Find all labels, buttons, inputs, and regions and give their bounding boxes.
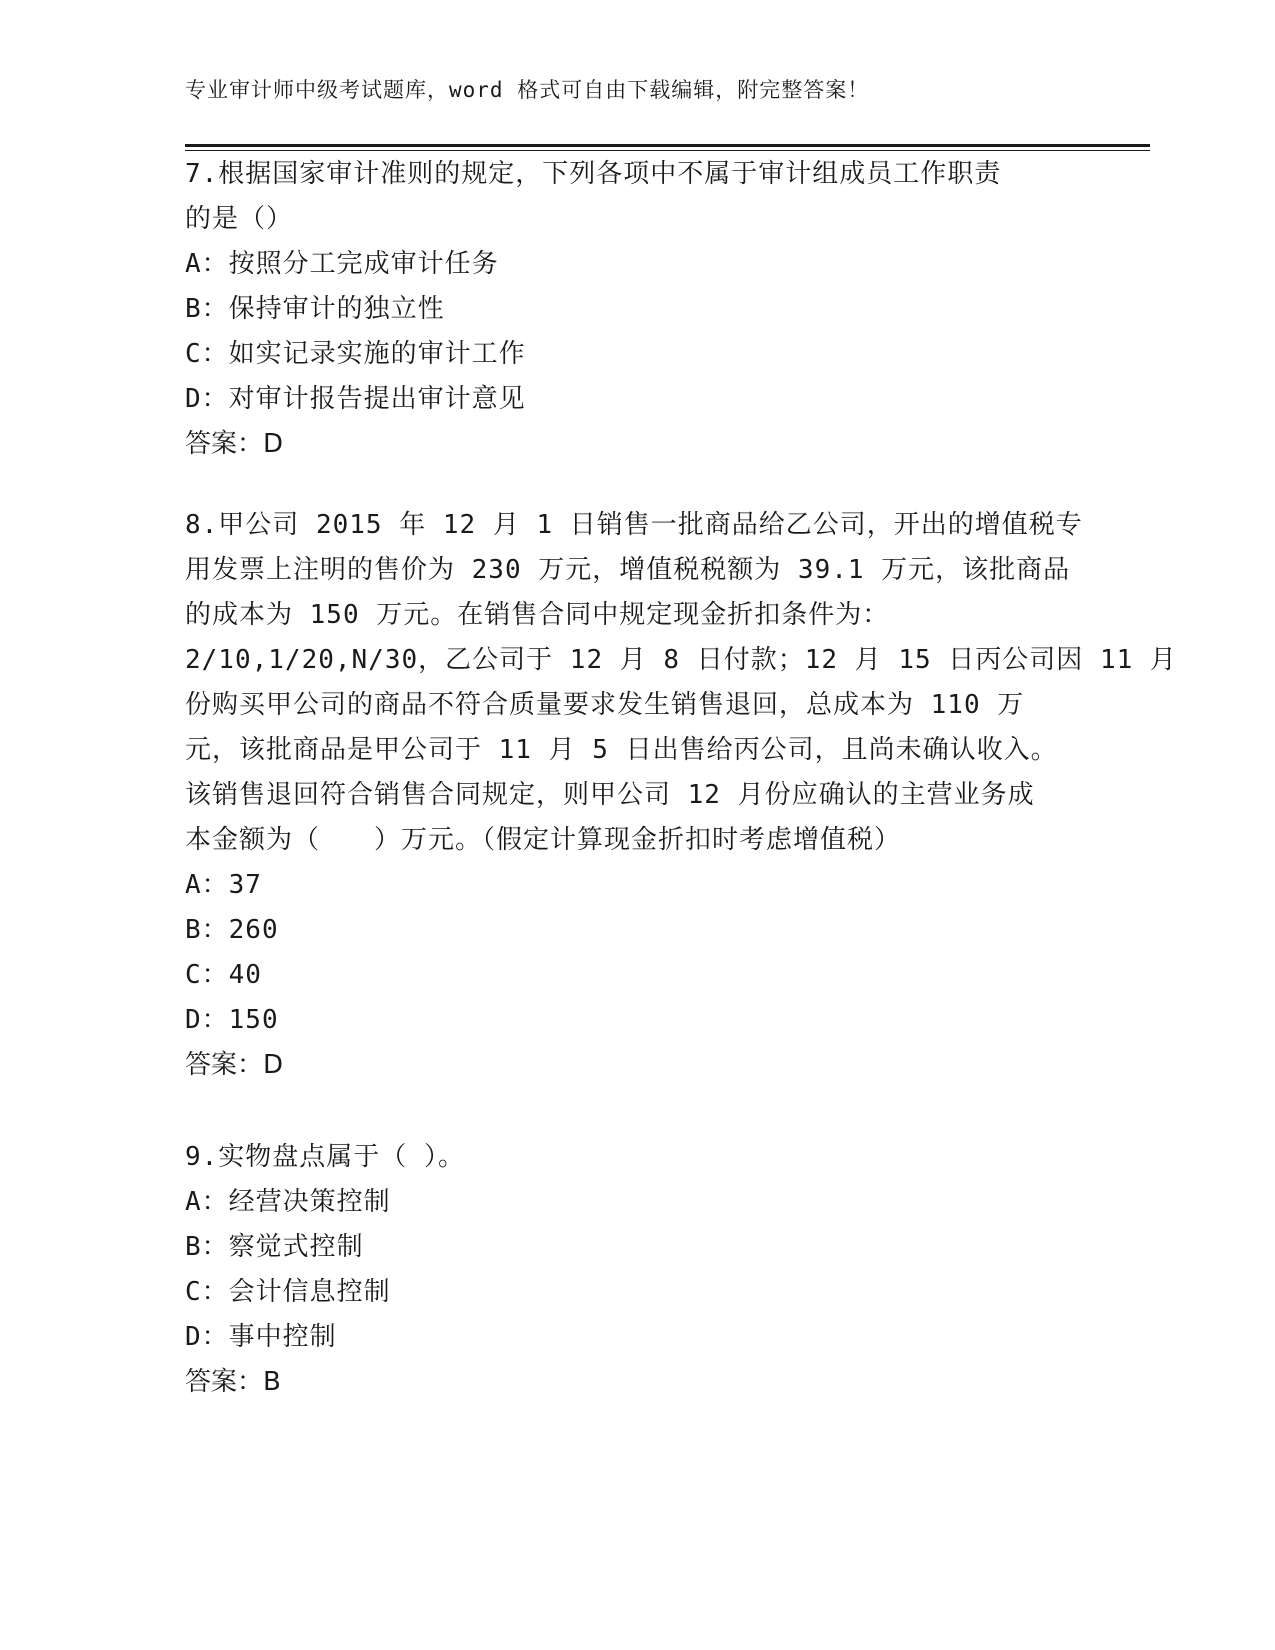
option-b: B：260 — [185, 915, 279, 945]
question-stem-line: 8.甲公司 2015 年 12 月 1 日销售一批商品给乙公司，开出的增值税专 — [185, 510, 1083, 540]
option-d: D：对审计报告提出审计意见 — [185, 384, 526, 414]
header-rule-thick — [185, 144, 1150, 147]
question-stem-line: 份购买甲公司的商品不符合质量要求发生销售退回，总成本为 110 万 — [185, 690, 1025, 720]
question-stem-line: 的成本为 150 万元。在销售合同中规定现金折扣条件为： — [185, 600, 890, 630]
header-rule-thin — [185, 150, 1150, 151]
option-c: C：会计信息控制 — [185, 1277, 391, 1307]
option-d: D：事中控制 — [185, 1322, 337, 1352]
question-stem-line: 本金额为（ ）万元。（假定计算现金折扣时考虑增值税） — [185, 825, 902, 855]
option-c: C：如实记录实施的审计工作 — [185, 339, 526, 369]
option-b: B：察觉式控制 — [185, 1232, 364, 1262]
question-stem-line: 该销售退回符合销售合同规定，则甲公司 12 月份应确认的主营业务成 — [185, 780, 1035, 810]
question-stem-line: 2/10,1/20,N/30，乙公司于 12 月 8 日付款；12 月 15 日丙公司因 11 月 — [185, 645, 1177, 675]
question-stem-line: 7.根据国家审计准则的规定，下列各项中不属于审计组成员工作职责 — [185, 159, 1002, 189]
option-b: B：保持审计的独立性 — [185, 294, 445, 324]
answer: 答案：D — [185, 429, 284, 459]
question-stem-line: 的是（） — [185, 204, 294, 234]
answer: 答案：B — [185, 1367, 281, 1397]
option-a: A：按照分工完成审计任务 — [185, 249, 499, 279]
question-7 — [185, 152, 1065, 467]
option-a: A：经营决策控制 — [185, 1187, 391, 1217]
question-stem-line: 用发票上注明的售价为 230 万元，增值税税额为 39.1 万元，该批商品 — [185, 555, 1071, 585]
answer: 答案：D — [185, 1050, 284, 1080]
question-9 — [185, 1135, 1065, 1405]
option-a: A：37 — [185, 870, 262, 900]
question-stem-line: 元，该批商品是甲公司于 11 月 5 日出售给丙公司，且尚未确认收入。 — [185, 735, 1058, 765]
question-stem-line: 9.实物盘点属于（ ）。 — [185, 1142, 465, 1172]
page-header: 专业审计师中级考试题库，word 格式可自由下载编辑，附完整答案！ — [185, 78, 870, 102]
option-c: C：40 — [185, 960, 262, 990]
option-d: D：150 — [185, 1005, 279, 1035]
question-8 — [185, 503, 1177, 1088]
